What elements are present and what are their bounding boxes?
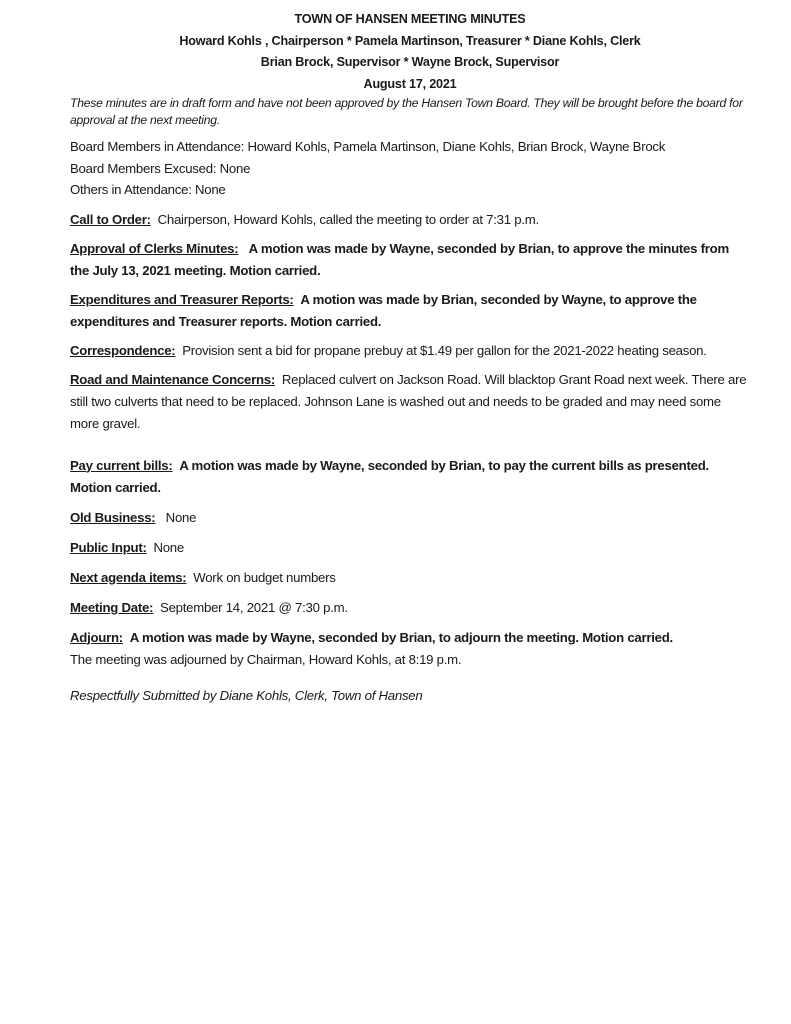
- section-text: None: [165, 509, 197, 525]
- section-meeting-date: [70, 597, 750, 619]
- attendance-excused: Board Members Excused: None: [70, 160, 251, 176]
- section-text: Chairperson, Howard Kohls, called the meeting to order at 7:31 p.m.: [157, 211, 539, 227]
- officers-line-1: Howard Kohls , Chairperson * Pamela Martinson, Treasurer * Diane Kohls, Clerk: [179, 33, 641, 48]
- section-call-to-order: [70, 209, 750, 231]
- section-label: Pay current bills:: [70, 457, 173, 473]
- section-text: September 14, 2021 @ 7:30 p.m.: [160, 599, 348, 615]
- section-label: Road and Maintenance Concerns:: [70, 371, 276, 387]
- section-text: None: [153, 539, 184, 555]
- section-label: Correspondence:: [70, 342, 176, 358]
- section-label: Meeting Date:: [70, 599, 154, 615]
- section-text: A motion was made by Wayne, seconded by Brian, to approve the minutes from the July 13, 2021 meeting. Motion carried.: [70, 240, 729, 278]
- section-correspondence: [70, 340, 750, 362]
- section-text: A motion was made by Brian, seconded by Wayne, to approve the expenditures and Treasurer reports. Motion carried.: [70, 291, 697, 329]
- officers-line-2: Brian Brock, Supervisor * Wayne Brock, Supervisor: [260, 55, 560, 69]
- section-label: Call to Order:: [70, 211, 151, 227]
- section-pay-bills: [70, 455, 750, 499]
- section-text: Work on budget numbers: [193, 569, 336, 585]
- minutes-page: [70, 0, 750, 707]
- section-next-agenda: [70, 567, 750, 589]
- adjourn-note: The meeting was adjourned by Chairman, Howard Kohls, at 8:19 p.m.: [70, 651, 462, 667]
- section-label: Old Business:: [70, 509, 156, 525]
- section-label: Approval of Clerks Minutes:: [70, 240, 239, 256]
- section-text: A motion was made by Wayne, seconded by Brian, to pay the current bills as presented. Motion carried.: [70, 457, 709, 495]
- attendance-present: Board Members in Attendance: Howard Kohls, Pamela Martinson, Diane Kohls, Brian Brock, Wayne Brock: [70, 139, 666, 154]
- section-road-maintenance: [70, 369, 750, 435]
- document-title: TOWN OF HANSEN MEETING MINUTES: [294, 12, 526, 26]
- section-label: Adjourn:: [70, 629, 123, 645]
- section-approval-minutes: [70, 238, 750, 282]
- section-public-input: [70, 537, 750, 559]
- section-old-business: [70, 507, 750, 529]
- attendance-block: [70, 136, 750, 201]
- section-label: Expenditures and Treasurer Reports:: [70, 291, 294, 307]
- draft-note: These minutes are in draft form and have not been approved by the Hansen Town Board. They will be brought before the board for approval at the next meeting.: [70, 96, 743, 127]
- section-label: Public Input:: [70, 539, 147, 555]
- section-adjourn: [70, 627, 750, 649]
- attendance-others: Others in Attendance: None: [70, 182, 226, 197]
- meeting-date-heading: August 17, 2021: [363, 76, 457, 91]
- section-label: Next agenda items:: [70, 569, 187, 585]
- section-text: Provision sent a bid for propane prebuy at $1.49 per gallon for the 2021-2022 heating season.: [182, 342, 707, 358]
- section-expenditures: [70, 289, 750, 333]
- section-text: Replaced culvert on Jackson Road. Will blacktop Grant Road next week. There are still two culverts that need to be replaced. Johnson Lane is washed out and needs to be graded and may need some more gravel.: [70, 371, 747, 431]
- section-text: A motion was made by Wayne, seconded by Brian, to adjourn the meeting. Motion carried.: [129, 629, 673, 645]
- signature-line: Respectfully Submitted by Diane Kohls, Clerk, Town of Hansen: [70, 687, 423, 703]
